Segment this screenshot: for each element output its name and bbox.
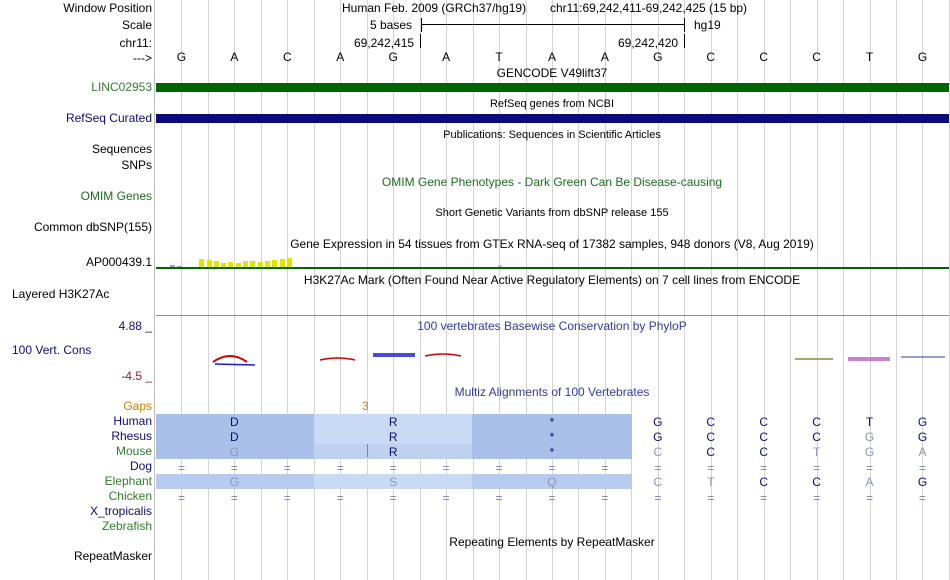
label-species-mouse[interactable]: Mouse (115, 444, 152, 458)
alignment-char: * (549, 430, 555, 444)
alignment-char: = (760, 491, 768, 505)
label-sequences[interactable]: Sequences (91, 142, 152, 156)
ruler-pos-2: 69,242,420 (618, 36, 679, 50)
alignment-char: C (706, 430, 716, 444)
track-title-refseq: RefSeq genes from NCBI (489, 98, 615, 110)
label-species-dog[interactable]: Dog (129, 459, 152, 473)
alignment-char: G (229, 445, 240, 459)
gtex-bar (287, 258, 292, 267)
scale-bar-right-tick (684, 18, 685, 32)
base-letter: C (812, 50, 821, 64)
alignment-char: = (442, 461, 450, 475)
alignment-char: G (653, 415, 663, 429)
alignment-char: G (653, 430, 663, 444)
alignment-char: G (229, 475, 240, 489)
label-chr[interactable]: chr11: (119, 36, 152, 50)
alignment-char: T (865, 415, 874, 429)
alignment-char: C (812, 415, 821, 429)
alignment-char: C (706, 445, 716, 459)
gtex-bar (280, 259, 285, 267)
track-title-multiz: Multiz Alignments of 100 Vertebrates (454, 385, 650, 399)
alignment-char: = (654, 491, 662, 505)
label-linc[interactable]: LINC02953 (91, 80, 152, 94)
alignment-char: = (283, 491, 291, 505)
label-snps[interactable]: SNPs (121, 158, 152, 172)
track-title-omim: OMIM Gene Phenotypes - Dark Green Can Be Disease-causing (381, 175, 723, 189)
alignment-char: A (865, 475, 874, 489)
label-ap000439[interactable]: AP000439.1 (85, 255, 152, 269)
gtex-bar (207, 260, 212, 267)
gencode-gene-bar[interactable] (156, 83, 949, 92)
alignment-char: C (759, 475, 769, 489)
assembly-title: Human Feb. 2009 (GRCh37/hg19) (342, 1, 527, 15)
db-text: hg19 (694, 18, 721, 32)
alignment-char: C (759, 445, 769, 459)
scale-bar-left-tick (421, 18, 422, 32)
label-species-chicken[interactable]: Chicken (108, 489, 152, 503)
alignment-char: R (388, 430, 398, 444)
insertion-marker (367, 444, 368, 457)
label-species-human[interactable]: Human (113, 414, 152, 428)
alignment-char: G (917, 430, 928, 444)
alignment-char: = (601, 491, 609, 505)
alignment-char: = (601, 461, 609, 475)
alignment-char: = (548, 491, 556, 505)
alignment-char: = (177, 461, 185, 475)
ruler-tick-1 (420, 34, 421, 48)
label-layered-h3k27ac[interactable]: Layered H3K27Ac (12, 287, 110, 301)
track-labels (0, 0, 152, 580)
gtex-bar (272, 260, 277, 267)
alignment-char: C (759, 430, 769, 444)
base-letter: T (495, 50, 503, 64)
track-title-repeatmasker: Repeating Elements by RepeatMasker (449, 535, 655, 549)
alignment-char: = (707, 461, 715, 475)
gtex-bar (199, 259, 204, 267)
alignment-char: R (388, 415, 398, 429)
ap000439-gene-line[interactable] (156, 267, 949, 269)
base-letter: C (706, 50, 716, 64)
label-vert-cons[interactable]: 100 Vert. Cons (12, 343, 92, 357)
base-letter: A (600, 50, 609, 64)
alignment-char: = (336, 491, 344, 505)
track-title-publications: Publications: Sequences in Scientific Articles (443, 129, 661, 141)
alignment-char: = (495, 491, 503, 505)
alignment-char: G (917, 475, 928, 489)
phylop-conservation-plot[interactable] (155, 340, 950, 380)
gaps-count: 3 (362, 399, 369, 413)
alignment-char: * (549, 415, 555, 429)
base-letter: C (282, 50, 292, 64)
alignment-char: = (230, 461, 238, 475)
label-strand-arrow[interactable]: ---> (133, 51, 152, 65)
base-letter: A (547, 50, 556, 64)
track-title-h3k27ac: H3K27Ac Mark (Often Found Near Active Regulatory Elements) on 7 cell lines from ENCODE (303, 273, 801, 287)
base-letter: G (917, 50, 928, 64)
alignment-char: S (389, 475, 398, 489)
base-letter: G (388, 50, 398, 64)
base-letter: G (176, 50, 187, 64)
alignment-char: * (549, 445, 555, 459)
alignment-char: = (813, 461, 821, 475)
track-title-phylop: 100 vertebrates Basewise Conservation by PhyloP (417, 319, 687, 333)
alignment-char: = (760, 461, 768, 475)
label-species-rhesus[interactable]: Rhesus (111, 429, 152, 443)
label-gaps[interactable]: Gaps (123, 399, 152, 413)
label-omim[interactable]: OMIM Genes (80, 189, 152, 203)
alignment-char: = (230, 491, 238, 505)
track-title-gtex: Gene Expression in 54 tissues from GTEx RNA-seq of 17382 samples, 948 donors (V8, Aug 2019) (290, 237, 814, 251)
alignment-char: Q (547, 475, 557, 489)
alignment-char: = (813, 491, 821, 505)
alignment-char: R (388, 445, 398, 459)
base-letter: A (336, 50, 345, 64)
label-repeatmasker[interactable]: RepeatMasker (73, 549, 152, 563)
label-species-elephant[interactable]: Elephant (104, 474, 152, 488)
alignment-char: = (389, 461, 397, 475)
alignment-char: = (707, 491, 715, 505)
label-scale[interactable]: Scale (121, 18, 152, 32)
alignment-char: G (864, 445, 875, 459)
alignment-char: G (864, 430, 875, 444)
track-title-gencode: GENCODE V49lift37 (496, 66, 608, 80)
label-cons-min: -4.5 _ (121, 369, 152, 383)
alignment-char: C (653, 475, 663, 489)
label-species-xtropicalis[interactable]: X_tropicalis (89, 504, 152, 518)
alignment-char: = (283, 461, 291, 475)
base-letter: C (759, 50, 769, 64)
scale-bar (421, 24, 684, 25)
window-position-text: chr11:69,242,411-69,242,425 (15 bp) (550, 1, 748, 15)
alignment-char: = (442, 491, 450, 505)
alignment-char: D (230, 415, 239, 429)
base-letter: G (653, 50, 663, 64)
base-letter: A (442, 50, 451, 64)
h3k27ac-signal-baseline (156, 315, 949, 316)
ruler-tick-2 (684, 34, 685, 48)
alignment-char: C (653, 445, 663, 459)
alignment-char: = (866, 491, 874, 505)
alignment-char: C (759, 415, 769, 429)
alignment-char: C (812, 475, 821, 489)
alignment-char: D (230, 430, 239, 444)
alignment-char: = (918, 491, 926, 505)
label-window-position[interactable]: Window Position (63, 1, 152, 15)
label-species-zebrafish[interactable]: Zebrafish (101, 519, 152, 533)
refseq-gene-bar[interactable] (156, 114, 949, 123)
alignment-char: = (336, 461, 344, 475)
alignment-char: = (918, 461, 926, 475)
alignment-char: T (812, 445, 821, 459)
track-title-dbsnp: Short Genetic Variants from dbSNP release 155 (435, 207, 669, 219)
alignment-char: A (918, 445, 927, 459)
alignment-char: C (812, 430, 821, 444)
scale-text: 5 bases (370, 18, 413, 32)
base-letter: A (230, 50, 239, 64)
label-divider (154, 0, 155, 580)
alignment-char: = (177, 491, 185, 505)
base-letter: T (865, 50, 874, 64)
label-cons-max: 4.88 _ (118, 319, 152, 333)
alignment-char: G (917, 415, 928, 429)
alignment-char: T (707, 475, 715, 489)
label-refseq[interactable]: RefSeq Curated (65, 111, 152, 125)
alignment-char: = (866, 461, 874, 475)
alignment-char: = (548, 461, 556, 475)
alignment-char: C (706, 415, 716, 429)
alignment-char: = (495, 461, 503, 475)
alignment-char: = (389, 491, 397, 505)
alignment-char: = (654, 461, 662, 475)
label-dbsnp[interactable]: Common dbSNP(155) (33, 220, 152, 234)
ruler-pos-1: 69,242,415 (354, 36, 415, 50)
